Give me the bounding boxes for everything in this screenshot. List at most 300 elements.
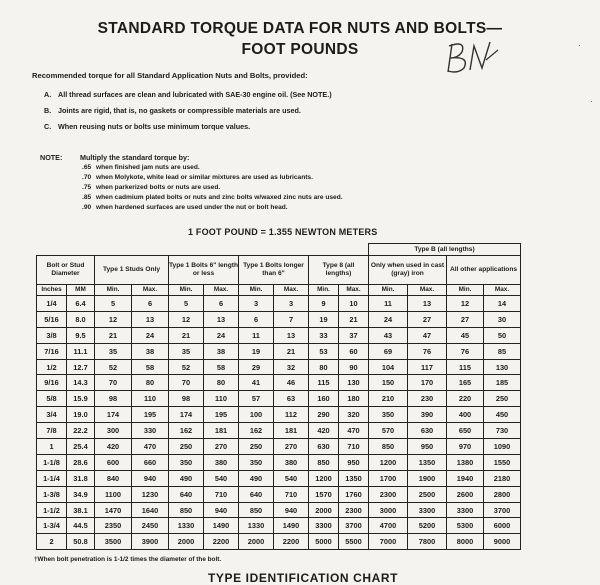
col-type1-6in-or-less: Type 1 Bolts 6" length or less xyxy=(169,256,239,285)
table-cell: 1570 xyxy=(309,486,339,502)
table-cell: 174 xyxy=(169,407,204,423)
table-row xyxy=(37,439,521,455)
next-section-title: TYPE IDENTIFICATION CHART xyxy=(208,571,399,585)
table-cell: 195 xyxy=(204,407,239,423)
table-row xyxy=(37,327,521,343)
sub-mm: MM xyxy=(67,285,95,296)
table-cell: 80 xyxy=(309,359,339,375)
sub-max: Max. xyxy=(132,285,169,296)
note-item-text: when finished jam nuts are used. xyxy=(96,163,200,171)
sub-max: Max. xyxy=(408,285,447,296)
table-cell: 250 xyxy=(484,391,521,407)
table-cell: 115 xyxy=(309,375,339,391)
note-label: NOTE: xyxy=(40,153,63,162)
table-row xyxy=(37,502,521,518)
table-cell: 540 xyxy=(204,470,239,486)
condition-item xyxy=(44,86,332,102)
table-cell: 80 xyxy=(132,375,169,391)
sub-max: Max. xyxy=(484,285,521,296)
table-cell: 110 xyxy=(132,391,169,407)
table-cell: 45 xyxy=(447,327,484,343)
table-cell: 630 xyxy=(309,439,339,455)
table-row xyxy=(37,423,521,439)
table-cell: 30 xyxy=(484,311,521,327)
table-row xyxy=(37,518,521,534)
cell-diameter-mm: 11.1 xyxy=(67,343,95,359)
note-factor: .75 xyxy=(82,183,92,191)
table-cell: 1490 xyxy=(274,518,309,534)
table-cell: 7800 xyxy=(408,534,447,550)
table-cell: 11 xyxy=(369,296,408,312)
sub-min: Min. xyxy=(239,285,274,296)
table-cell: 330 xyxy=(132,423,169,439)
table-cell: 13 xyxy=(204,311,239,327)
table-cell: 160 xyxy=(309,391,339,407)
table-cell: 98 xyxy=(169,391,204,407)
header-spacer xyxy=(37,244,369,256)
table-cell: 1100 xyxy=(95,486,132,502)
note-text: Multiply the standard torque by: xyxy=(80,153,190,162)
table-row xyxy=(37,534,521,550)
table-cell: 940 xyxy=(132,470,169,486)
table-cell: 630 xyxy=(408,423,447,439)
col-bolt-diameter: Bolt or Stud Diameter xyxy=(37,256,95,285)
table-cell: 52 xyxy=(169,359,204,375)
cell-diameter-inches: 1/4 xyxy=(37,296,67,312)
intro-text: Recommended torque for all Standard Application Nuts and Bolts, provided: xyxy=(32,71,308,80)
table-cell: 53 xyxy=(309,343,339,359)
table-cell: 350 xyxy=(239,454,274,470)
cell-diameter-mm: 25.4 xyxy=(67,439,95,455)
table-cell: 5 xyxy=(95,296,132,312)
col-type8: Type 8 (all lengths) xyxy=(309,256,369,285)
table-cell: 1470 xyxy=(95,502,132,518)
table-cell: 63 xyxy=(274,391,309,407)
table-cell: 270 xyxy=(274,439,309,455)
table-cell: 21 xyxy=(339,311,369,327)
cell-diameter-mm: 19.0 xyxy=(67,407,95,423)
table-cell: 3000 xyxy=(369,502,408,518)
table-cell: 490 xyxy=(169,470,204,486)
table-cell: 490 xyxy=(239,470,274,486)
table-cell: 3 xyxy=(274,296,309,312)
sub-inches: Inches xyxy=(37,285,67,296)
table-cell: 12 xyxy=(169,311,204,327)
table-cell: 380 xyxy=(204,454,239,470)
cell-diameter-inches: 2 xyxy=(37,534,67,550)
table-cell: 35 xyxy=(95,343,132,359)
table-cell: 4700 xyxy=(369,518,408,534)
cell-diameter-mm: 22.2 xyxy=(67,423,95,439)
table-cell: 380 xyxy=(274,454,309,470)
table-cell: 250 xyxy=(239,439,274,455)
condition-key: C. xyxy=(44,121,52,131)
footnote: †When bolt penetration is 1-1/2 times the diameter of the bolt. xyxy=(34,556,222,563)
table-cell: 43 xyxy=(369,327,408,343)
table-cell: 110 xyxy=(204,391,239,407)
table-cell: 3500 xyxy=(95,534,132,550)
table-cell: 730 xyxy=(484,423,521,439)
cell-diameter-mm: 34.9 xyxy=(67,486,95,502)
cell-diameter-mm: 15.9 xyxy=(67,391,95,407)
table-cell: 57 xyxy=(239,391,274,407)
table-cell: 850 xyxy=(369,439,408,455)
col-type1-studs: Type 1 Studs Only xyxy=(95,256,169,285)
condition-item xyxy=(44,118,332,134)
cell-diameter-mm: 50.8 xyxy=(67,534,95,550)
cell-diameter-mm: 6.4 xyxy=(67,296,95,312)
table-cell: 12 xyxy=(447,296,484,312)
table-cell: 104 xyxy=(369,359,408,375)
table-cell: 180 xyxy=(339,391,369,407)
table-cell: 420 xyxy=(95,439,132,455)
cell-diameter-inches: 1-1/4 xyxy=(37,470,67,486)
table-cell: 76 xyxy=(447,343,484,359)
table-cell: 3 xyxy=(239,296,274,312)
table-cell: 220 xyxy=(447,391,484,407)
table-cell: 181 xyxy=(274,423,309,439)
table-cell: 80 xyxy=(204,375,239,391)
table-row xyxy=(37,407,521,423)
table-cell: 46 xyxy=(274,375,309,391)
table-cell: 2300 xyxy=(339,502,369,518)
table-cell: 150 xyxy=(369,375,408,391)
table-cell: 840 xyxy=(95,470,132,486)
cell-diameter-inches: 7/16 xyxy=(37,343,67,359)
table-cell: 170 xyxy=(408,375,447,391)
cell-diameter-inches: 7/8 xyxy=(37,423,67,439)
table-cell: 38 xyxy=(132,343,169,359)
torque-table-body xyxy=(37,296,521,550)
table-cell: 850 xyxy=(309,454,339,470)
scan-speck: · xyxy=(578,40,581,50)
table-cell: 5000 xyxy=(309,534,339,550)
cell-diameter-mm: 28.6 xyxy=(67,454,95,470)
table-cell: 850 xyxy=(239,502,274,518)
table-row xyxy=(37,311,521,327)
type-b-header: Type B (all lengths) xyxy=(369,244,521,256)
table-cell: 940 xyxy=(274,502,309,518)
table-cell: 1090 xyxy=(484,439,521,455)
table-cell: 2180 xyxy=(484,470,521,486)
table-cell: 85 xyxy=(484,343,521,359)
table-cell: 320 xyxy=(339,407,369,423)
table-cell: 1640 xyxy=(132,502,169,518)
table-cell: 1760 xyxy=(339,486,369,502)
table-cell: 450 xyxy=(484,407,521,423)
table-cell: 69 xyxy=(369,343,408,359)
table-cell: 940 xyxy=(204,502,239,518)
note-factor: .65 xyxy=(82,163,92,171)
table-cell: 7 xyxy=(274,311,309,327)
cell-diameter-mm: 38.1 xyxy=(67,502,95,518)
table-cell: 9000 xyxy=(484,534,521,550)
torque-table xyxy=(36,243,521,550)
note-item-text: when cadmium plated bolts or nuts and zinc bolts w/waxed zinc nuts are used. xyxy=(96,193,343,201)
table-cell: 2300 xyxy=(369,486,408,502)
table-cell: 5300 xyxy=(447,518,484,534)
title-line-2: FOOT POUNDS xyxy=(241,41,359,58)
cell-diameter-inches: 1 xyxy=(37,439,67,455)
cell-diameter-inches: 9/16 xyxy=(37,375,67,391)
sub-max: Max. xyxy=(274,285,309,296)
table-cell: 1350 xyxy=(408,454,447,470)
title-line-1: STANDARD TORQUE DATA FOR NUTS AND BOLTS— xyxy=(97,20,503,37)
table-cell: 1230 xyxy=(132,486,169,502)
table-cell: 1700 xyxy=(369,470,408,486)
table-cell: 420 xyxy=(309,423,339,439)
cell-diameter-inches: 1/2 xyxy=(37,359,67,375)
table-cell: 2600 xyxy=(447,486,484,502)
note-factor: .70 xyxy=(82,173,92,181)
handwritten-initials-signature xyxy=(440,36,500,78)
table-cell: 6000 xyxy=(484,518,521,534)
table-cell: 10 xyxy=(339,296,369,312)
table-cell: 9 xyxy=(309,296,339,312)
table-cell: 600 xyxy=(95,454,132,470)
table-cell: 250 xyxy=(169,439,204,455)
table-cell: 21 xyxy=(169,327,204,343)
table-cell: 19 xyxy=(309,311,339,327)
cell-diameter-mm: 9.5 xyxy=(67,327,95,343)
cell-diameter-inches: 1-3/4 xyxy=(37,518,67,534)
table-cell: 660 xyxy=(132,454,169,470)
sub-max: Max. xyxy=(204,285,239,296)
table-cell: 350 xyxy=(369,407,408,423)
table-cell: 11 xyxy=(239,327,274,343)
cell-diameter-mm: 44.5 xyxy=(67,518,95,534)
condition-item xyxy=(44,102,332,118)
table-row xyxy=(37,375,521,391)
table-cell: 290 xyxy=(309,407,339,423)
table-cell: 1900 xyxy=(408,470,447,486)
table-cell: 13 xyxy=(274,327,309,343)
table-cell: 19 xyxy=(239,343,274,359)
table-cell: 37 xyxy=(339,327,369,343)
table-cell: 2200 xyxy=(204,534,239,550)
cell-diameter-inches: 1-1/8 xyxy=(37,454,67,470)
table-cell: 47 xyxy=(408,327,447,343)
cell-diameter-mm: 8.0 xyxy=(67,311,95,327)
table-row xyxy=(37,343,521,359)
table-cell: 130 xyxy=(339,375,369,391)
table-cell: 950 xyxy=(408,439,447,455)
table-cell: 2000 xyxy=(169,534,204,550)
cell-diameter-inches: 1-3/8 xyxy=(37,486,67,502)
condition-key: A. xyxy=(44,89,52,99)
table-cell: 162 xyxy=(239,423,274,439)
table-cell: 270 xyxy=(204,439,239,455)
table-cell: 27 xyxy=(408,311,447,327)
table-cell: 1200 xyxy=(369,454,408,470)
table-cell: 41 xyxy=(239,375,274,391)
table-cell: 52 xyxy=(95,359,132,375)
table-cell: 181 xyxy=(204,423,239,439)
table-cell: 21 xyxy=(95,327,132,343)
table-cell: 27 xyxy=(447,311,484,327)
table-cell: 5 xyxy=(169,296,204,312)
table-cell: 3900 xyxy=(132,534,169,550)
table-cell: 640 xyxy=(169,486,204,502)
col-all-other: All other applications xyxy=(447,256,521,285)
table-cell: 640 xyxy=(239,486,274,502)
table-cell: 230 xyxy=(408,391,447,407)
note-item xyxy=(82,162,343,172)
condition-text: All thread surfaces are clean and lubricated with SAE-30 engine oil. (See NOTE.) xyxy=(58,89,332,99)
note-factor: .90 xyxy=(82,203,92,211)
table-cell: 1550 xyxy=(484,454,521,470)
cell-diameter-inches: 3/4 xyxy=(37,407,67,423)
cell-diameter-mm: 31.8 xyxy=(67,470,95,486)
table-cell: 470 xyxy=(339,423,369,439)
cell-diameter-inches: 5/16 xyxy=(37,311,67,327)
table-cell: 35 xyxy=(169,343,204,359)
table-cell: 117 xyxy=(408,359,447,375)
condition-text: Joints are rigid, that is, no gaskets or compressible materials are used. xyxy=(58,105,301,115)
table-cell: 2800 xyxy=(484,486,521,502)
table-cell: 540 xyxy=(274,470,309,486)
table-cell: 12 xyxy=(95,311,132,327)
table-cell: 1940 xyxy=(447,470,484,486)
table-row xyxy=(37,296,521,312)
table-cell: 29 xyxy=(239,359,274,375)
table-cell: 98 xyxy=(95,391,132,407)
table-cell: 24 xyxy=(204,327,239,343)
table-cell: 58 xyxy=(204,359,239,375)
cell-diameter-mm: 14.3 xyxy=(67,375,95,391)
table-cell: 3300 xyxy=(447,502,484,518)
note-item xyxy=(82,182,343,192)
conditions-list xyxy=(44,86,332,134)
table-cell: 1490 xyxy=(204,518,239,534)
table-cell: 1330 xyxy=(239,518,274,534)
table-cell: 5200 xyxy=(408,518,447,534)
cell-diameter-inches: 1-1/2 xyxy=(37,502,67,518)
note-item-text: when Molykote, white lead or similar mixtures are used as lubricants. xyxy=(96,173,313,181)
table-cell: 165 xyxy=(447,375,484,391)
table-cell: 710 xyxy=(204,486,239,502)
table-cell: 1330 xyxy=(169,518,204,534)
table-cell: 130 xyxy=(484,359,521,375)
table-cell: 2500 xyxy=(408,486,447,502)
sub-min: Min. xyxy=(95,285,132,296)
table-cell: 2450 xyxy=(132,518,169,534)
sub-min: Min. xyxy=(369,285,408,296)
table-cell: 710 xyxy=(274,486,309,502)
table-cell: 400 xyxy=(447,407,484,423)
scan-speck: · xyxy=(590,96,593,106)
table-cell: 112 xyxy=(274,407,309,423)
table-cell: 3700 xyxy=(484,502,521,518)
table-cell: 60 xyxy=(339,343,369,359)
table-cell: 970 xyxy=(447,439,484,455)
table-cell: 8000 xyxy=(447,534,484,550)
table-cell: 38 xyxy=(204,343,239,359)
table-cell: 174 xyxy=(95,407,132,423)
cell-diameter-inches: 3/8 xyxy=(37,327,67,343)
table-row xyxy=(37,454,521,470)
table-cell: 6 xyxy=(204,296,239,312)
col-type1-longer-6in: Type 1 Bolts longer than 6" xyxy=(239,256,309,285)
conversion-note: 1 FOOT POUND = 1.355 NEWTON METERS xyxy=(188,227,378,237)
note-item xyxy=(82,192,343,202)
table-cell: 2000 xyxy=(239,534,274,550)
note-item xyxy=(82,172,343,182)
condition-key: B. xyxy=(44,105,52,115)
table-cell: 570 xyxy=(369,423,408,439)
sub-max: Max. xyxy=(339,285,369,296)
table-cell: 90 xyxy=(339,359,369,375)
col-cast-iron: Only when used in cast (gray) iron xyxy=(369,256,447,285)
table-cell: 58 xyxy=(132,359,169,375)
table-cell: 950 xyxy=(339,454,369,470)
table-row xyxy=(37,486,521,502)
sub-min: Min. xyxy=(169,285,204,296)
note-block xyxy=(40,153,343,212)
table-cell: 13 xyxy=(132,311,169,327)
table-cell: 76 xyxy=(408,343,447,359)
note-item-text: when hardened surfaces are used under the nut or bolt head. xyxy=(96,203,288,211)
table-cell: 185 xyxy=(484,375,521,391)
table-cell: 1350 xyxy=(339,470,369,486)
cell-diameter-mm: 12.7 xyxy=(67,359,95,375)
condition-text: When reusing nuts or bolts use minimum torque values. xyxy=(58,121,251,131)
table-cell: 6 xyxy=(239,311,274,327)
table-cell: 1200 xyxy=(309,470,339,486)
table-cell: 14 xyxy=(484,296,521,312)
table-cell: 24 xyxy=(369,311,408,327)
table-cell: 650 xyxy=(447,423,484,439)
note-factor: .85 xyxy=(82,193,92,201)
table-cell: 33 xyxy=(309,327,339,343)
table-cell: 3300 xyxy=(408,502,447,518)
table-cell: 470 xyxy=(132,439,169,455)
table-cell: 710 xyxy=(339,439,369,455)
table-cell: 70 xyxy=(95,375,132,391)
table-cell: 1380 xyxy=(447,454,484,470)
table-cell: 21 xyxy=(274,343,309,359)
table-cell: 6 xyxy=(132,296,169,312)
table-cell: 50 xyxy=(484,327,521,343)
note-item-text: when parkerized bolts or nuts are used. xyxy=(96,183,221,191)
sub-min: Min. xyxy=(309,285,339,296)
table-cell: 162 xyxy=(169,423,204,439)
table-cell: 300 xyxy=(95,423,132,439)
table-cell: 210 xyxy=(369,391,408,407)
table-cell: 195 xyxy=(132,407,169,423)
table-cell: 3300 xyxy=(309,518,339,534)
cell-diameter-inches: 5/8 xyxy=(37,391,67,407)
table-cell: 2000 xyxy=(309,502,339,518)
sub-min: Min. xyxy=(447,285,484,296)
table-cell: 13 xyxy=(408,296,447,312)
table-cell: 2200 xyxy=(274,534,309,550)
table-cell: 115 xyxy=(447,359,484,375)
table-cell: 7000 xyxy=(369,534,408,550)
table-cell: 24 xyxy=(132,327,169,343)
table-cell: 5500 xyxy=(339,534,369,550)
table-row xyxy=(37,359,521,375)
table-cell: 70 xyxy=(169,375,204,391)
table-cell: 390 xyxy=(408,407,447,423)
table-row xyxy=(37,470,521,486)
note-item xyxy=(82,202,343,212)
table-row xyxy=(37,391,521,407)
table-cell: 100 xyxy=(239,407,274,423)
table-cell: 850 xyxy=(169,502,204,518)
table-cell: 2350 xyxy=(95,518,132,534)
table-cell: 32 xyxy=(274,359,309,375)
